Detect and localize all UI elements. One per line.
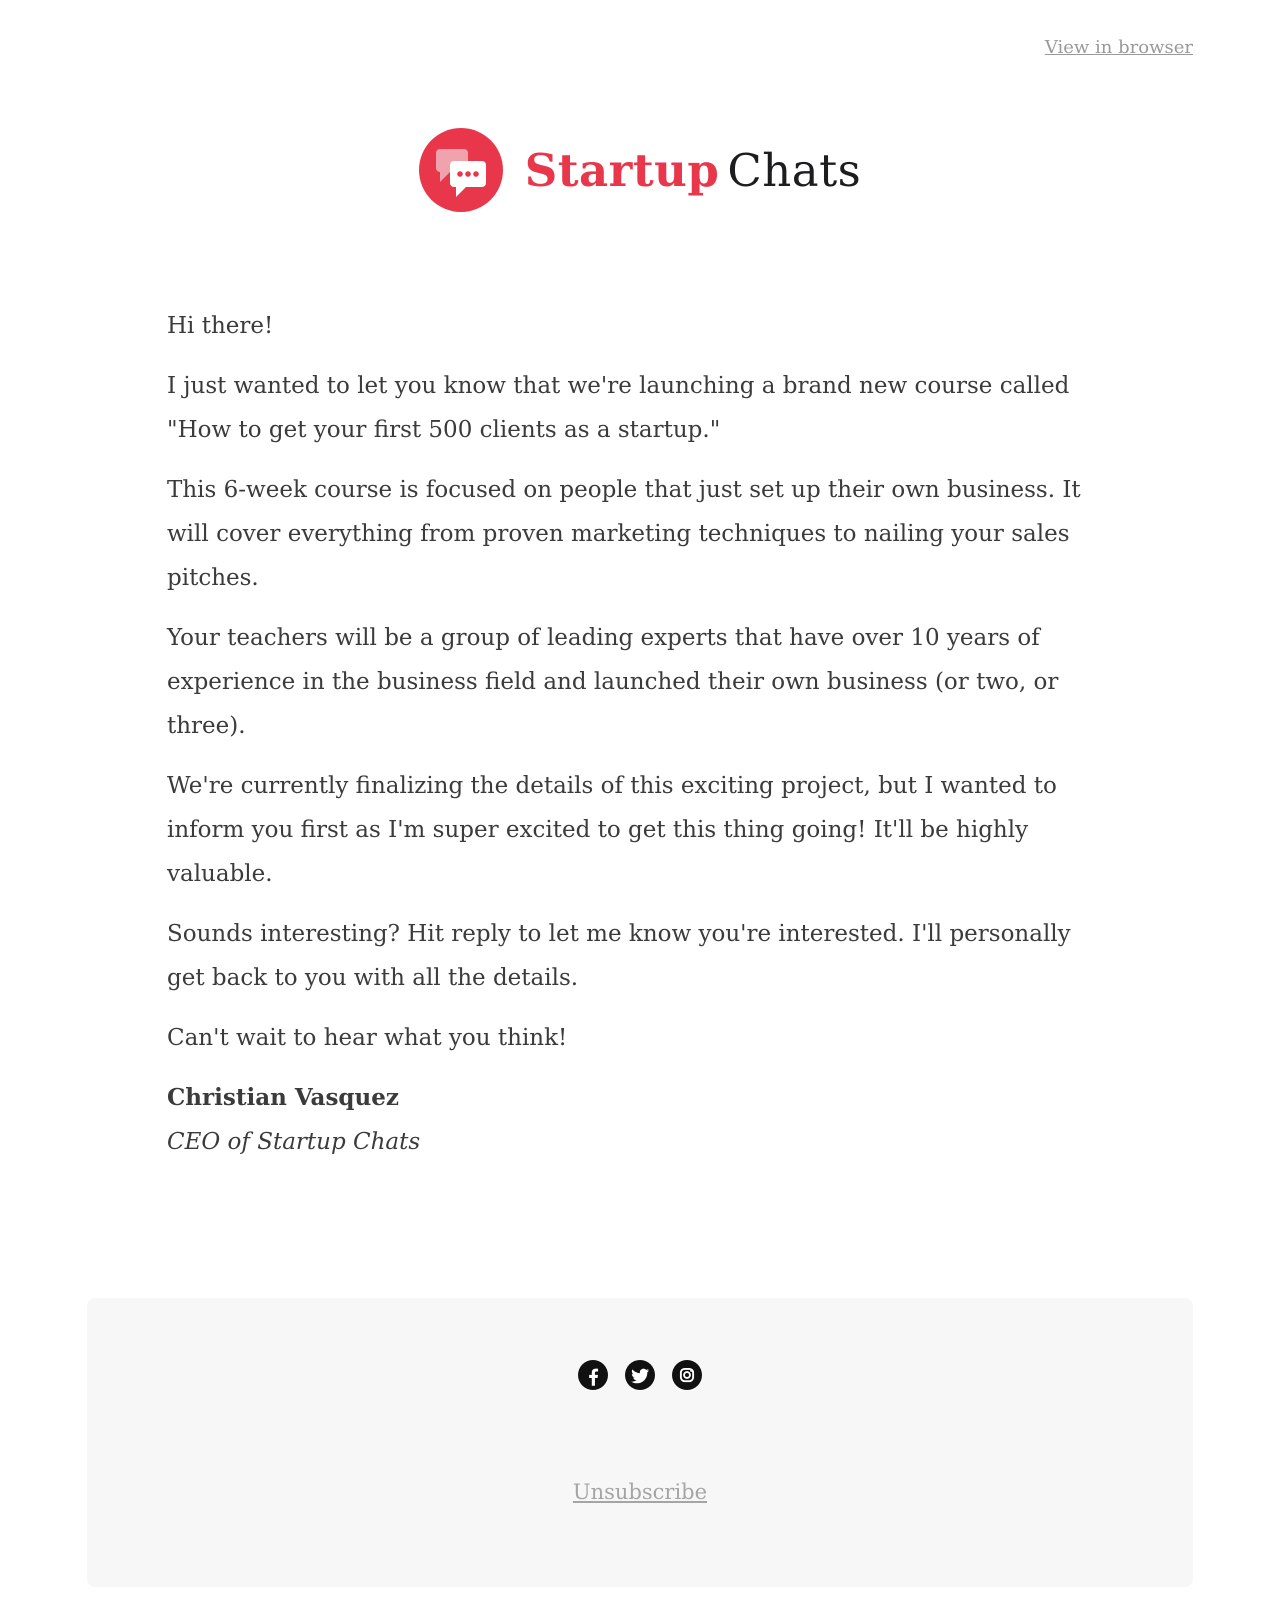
unsubscribe-link[interactable]: Unsubscribe <box>572 1480 708 1504</box>
email-page <box>87 0 1193 1587</box>
social-links <box>87 1298 1193 1390</box>
chat-bubbles-icon <box>419 128 503 212</box>
facebook-icon[interactable] <box>578 1360 608 1390</box>
paragraph: We're currently finalizing the details of this exciting project, but I wanted to inform you first as I'm super excited to get this thing going! It'll be highly valuable. <box>167 773 1057 887</box>
brand-wordmark <box>525 144 862 197</box>
instagram-icon[interactable] <box>672 1360 702 1390</box>
signature-title: CEO of Startup Chats <box>167 1129 421 1155</box>
brand-name-secondary: Chats <box>727 143 862 197</box>
topbar <box>87 0 1193 60</box>
paragraph: This 6-week course is focused on people that just set up their own business. It will cover everything from proven marketing techniques to nailing your sales pitches. <box>167 477 1081 591</box>
view-in-browser-link[interactable]: View in browser <box>1044 37 1193 58</box>
paragraph: I just wanted to let you know that we're launching a brand new course called "How to get your first 500 clients as a startup." <box>167 373 1070 443</box>
paragraph: Sounds interesting? Hit reply to let me know you're interested. I'll personally get back to you with all the details. <box>167 921 1071 991</box>
closing-text: Can't wait to hear what you think! <box>167 1025 568 1051</box>
greeting-text: Hi there! <box>167 313 274 339</box>
brand-logo <box>87 128 1193 212</box>
brand-name-primary: Startup <box>524 143 720 197</box>
paragraph: Your teachers will be a group of leading experts that have over 10 years of experience in the business field and launched their own business (or two, or three). <box>167 625 1059 739</box>
email-body <box>87 304 1193 1164</box>
email-footer <box>87 1298 1193 1587</box>
twitter-icon[interactable] <box>625 1360 655 1390</box>
signature-name: Christian Vasquez <box>167 1084 399 1111</box>
